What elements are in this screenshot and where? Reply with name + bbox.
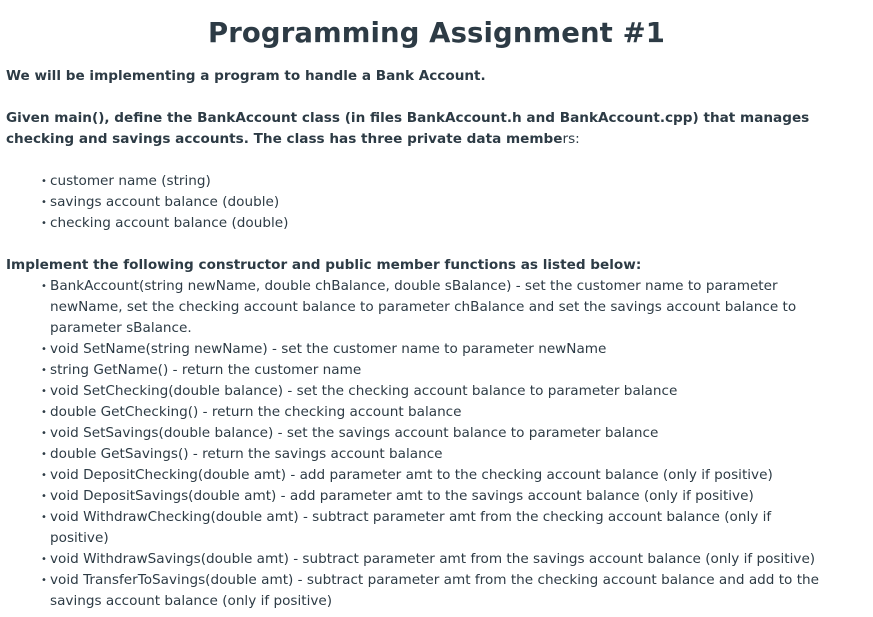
intro-text: We will be implementing a program to handle a Bank Account. <box>6 68 486 84</box>
given-text-tail: rs: <box>562 131 580 147</box>
list-item: • checking account balance (double) <box>50 213 867 234</box>
implement-heading: Implement the following constructor and public member functions as listed below: <box>6 257 642 273</box>
list-item: • void DepositChecking(double amt) - add parameter amt to the checking account balance (only if positive) <box>50 465 830 486</box>
list-item: • void WithdrawSavings(double amt) - subtract parameter amt from the savings account balance (only if positive) <box>50 549 830 570</box>
list-item: • BankAccount(string newName, double chBalance, double sBalance) - set the customer name to parameter newName, set the checking account balance to parameter chBalance and set the savings account balance to parameter sBalance. <box>50 276 830 339</box>
list-item: • void SetName(string newName) - set the customer name to parameter newName <box>50 339 830 360</box>
list-item: • string GetName() - return the customer name <box>50 360 830 381</box>
list-item: • void TransferToSavings(double amt) - subtract parameter amt from the checking account balance and add to the savings account balance (only if positive) <box>50 570 830 612</box>
list-item: • customer name (string) <box>50 171 867 192</box>
list-item: • void SetSavings(double balance) - set the savings account balance to parameter balance <box>50 423 830 444</box>
list-item: • void SetChecking(double balance) - set the checking account balance to parameter balance <box>50 381 830 402</box>
list-item: • void WithdrawChecking(double amt) - subtract parameter amt from the checking account balance (only if positive) <box>50 507 830 549</box>
list-item: • double GetSavings() - return the savings account balance <box>50 444 830 465</box>
data-members-list <box>6 171 867 234</box>
list-item: • double GetChecking() - return the checking account balance <box>50 402 830 423</box>
list-item: • savings account balance (double) <box>50 192 867 213</box>
list-item: • void DepositSavings(double amt) - add parameter amt to the savings account balance (only if positive) <box>50 486 830 507</box>
member-functions-list <box>6 276 830 612</box>
given-text-bold: Given main(), define the BankAccount class (in files BankAccount.h and BankAccount.cpp) that manages checking and savings accounts. The class has three private data membe <box>6 110 810 147</box>
given-text <box>6 108 861 150</box>
page-title: Programming Assignment #1 <box>208 17 665 49</box>
